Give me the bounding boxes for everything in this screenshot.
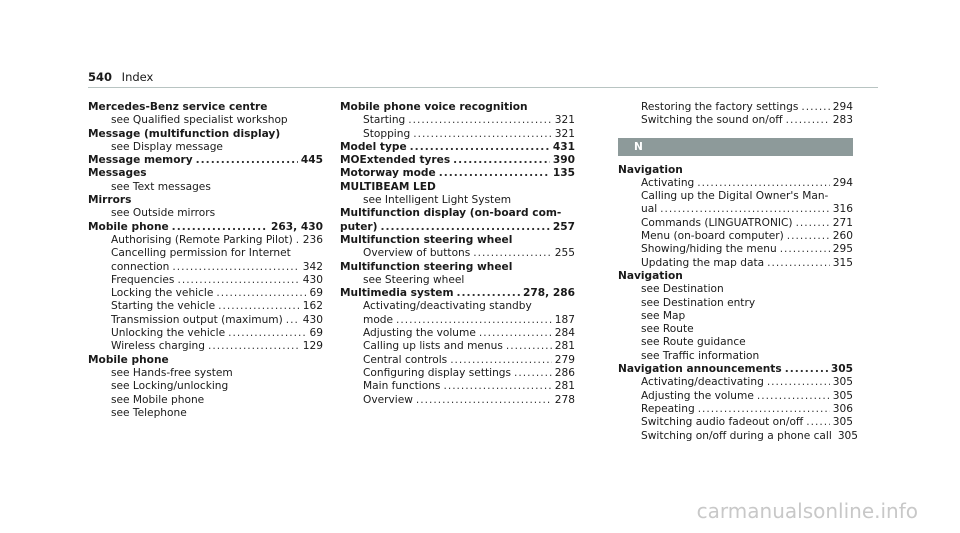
dot-leader (413, 128, 552, 141)
page-reference[interactable]: 187 (554, 313, 575, 326)
dot-leader (757, 390, 830, 403)
page-reference[interactable]: 315 (832, 256, 853, 269)
index-heading: Mirrors (88, 194, 132, 207)
page-reference[interactable]: 281 (554, 380, 575, 393)
page-reference[interactable]: 162 (302, 300, 323, 313)
page-reference[interactable]: 255 (554, 247, 575, 260)
index-subentry (340, 327, 575, 340)
entry-text: Main functions (363, 380, 441, 393)
index-subentry: see Route (641, 323, 694, 336)
index-subentry (618, 416, 853, 429)
dot-leader (416, 394, 552, 407)
entry-text: Mobile phone (88, 220, 169, 233)
index-subentry: Activating/deactivating standby (363, 300, 532, 313)
entry-text: Authorising (Remote Parking Pilot) (111, 233, 293, 246)
entry-text: MOExtended tyres (340, 154, 451, 167)
entry-text: Activating (641, 176, 695, 189)
index-subentry: see Telephone (111, 406, 187, 419)
index-subentry (88, 261, 323, 274)
dot-leader (785, 363, 828, 376)
entry-text: puter) (340, 220, 378, 233)
index-heading: Navigation (618, 269, 683, 282)
page-reference[interactable]: 129 (302, 340, 323, 353)
dot-leader (177, 274, 299, 287)
index-subentry (88, 300, 323, 313)
dot-leader (457, 287, 521, 300)
page-reference[interactable]: 257 (552, 220, 575, 233)
index-heading: Message (multifunction display) (88, 127, 281, 140)
index-subentry (88, 340, 323, 353)
page-reference[interactable]: 278 (554, 393, 575, 406)
entry-text: Stopping (363, 127, 411, 140)
page-reference[interactable]: 295 (832, 243, 853, 256)
entry-text: connection (111, 260, 170, 273)
page-reference[interactable]: 321 (554, 114, 575, 127)
page-header (88, 70, 153, 84)
entry-text: Configuring display settings (363, 366, 512, 379)
dot-leader (697, 177, 829, 190)
page-reference[interactable]: 271 (832, 216, 853, 229)
index-heading (340, 141, 575, 154)
index-subentry (340, 340, 575, 353)
index-subentry (618, 390, 853, 403)
page-reference[interactable]: 445 (300, 154, 323, 167)
index-heading (340, 221, 575, 234)
dot-leader (196, 154, 298, 167)
index-subentry: see Traffic information (641, 349, 760, 362)
page-reference[interactable]: 279 (554, 353, 575, 366)
index-heading: MULTIBEAM LED (340, 180, 436, 193)
index-subentry: see Hands-free system (111, 366, 233, 379)
entry-text: mode (363, 313, 394, 326)
page-reference[interactable]: 305 (837, 429, 859, 442)
index-heading (88, 221, 323, 234)
dot-leader (380, 221, 549, 234)
dot-leader (767, 376, 830, 389)
index-subentry: see Outside mirrors (111, 207, 216, 220)
section-letter: N (618, 138, 853, 156)
entry-text: Model type (340, 140, 407, 153)
dot-leader (767, 257, 830, 270)
index-subentry: Cancelling permission for Internet (111, 247, 291, 260)
dot-leader (786, 114, 830, 127)
index-subentry (618, 243, 853, 256)
dot-leader (218, 300, 300, 313)
index-heading: Multifunction steering wheel (340, 233, 513, 246)
index-column-2 (340, 101, 575, 407)
index-subentry (618, 429, 859, 443)
index-subentry (618, 403, 853, 416)
dot-leader (410, 141, 550, 154)
page-reference[interactable]: 263, 430 (271, 220, 323, 233)
entry-text: Activating/deactivating (641, 376, 764, 389)
page-reference[interactable]: 305 (830, 363, 853, 376)
entry-text: Menu (on-board computer) (641, 230, 784, 243)
index-subentry: see Intelligent Light System (363, 194, 512, 207)
index-subentry: see Steering wheel (363, 273, 465, 286)
dot-leader (172, 221, 268, 234)
entry-text: Transmission output (maximum) (111, 313, 283, 326)
entry-text: Updating the map data (641, 256, 765, 269)
index-subentry: see Text messages (111, 180, 211, 193)
entry-text: Overview (363, 393, 413, 406)
entry-text: Adjusting the volume (363, 327, 476, 340)
dot-leader (172, 261, 299, 274)
entry-text: Wireless charging (111, 340, 205, 353)
page-reference[interactable]: 284 (554, 327, 575, 340)
index-subentry (618, 217, 853, 230)
page-reference[interactable]: 281 (554, 340, 575, 353)
dot-leader (450, 354, 552, 367)
dot-leader (443, 380, 551, 393)
entry-text: Navigation announcements (618, 363, 782, 376)
index-subentry (340, 247, 575, 260)
page-reference[interactable]: 69 (309, 327, 323, 340)
entry-text: Message memory (88, 154, 193, 167)
entry-text: Central controls (363, 353, 448, 366)
entry-text: Adjusting the volume (641, 389, 754, 402)
index-subentry (618, 230, 853, 243)
entry-text: Restoring the factory settings (641, 101, 799, 113)
dot-leader (439, 167, 550, 180)
dot-leader (780, 243, 830, 256)
index-heading: Mercedes-Benz service centre (88, 101, 268, 113)
entry-text: Multimedia system (340, 287, 454, 300)
page-reference[interactable]: 390 (552, 154, 575, 167)
index-subentry (340, 114, 575, 127)
page-reference[interactable]: 430 (302, 273, 323, 286)
entry-text: Frequencies (111, 273, 175, 286)
entry-text: Overview of buttons (363, 247, 471, 260)
dot-leader (796, 217, 830, 230)
dot-leader (408, 114, 552, 127)
index-subentry: see Route guidance (641, 336, 746, 349)
page-reference[interactable]: 321 (554, 127, 575, 140)
index-subentry: see Display message (111, 140, 223, 153)
page-reference[interactable]: 431 (552, 140, 575, 153)
index-subentry (340, 354, 575, 367)
dot-leader (801, 101, 829, 114)
index-heading: Navigation (618, 163, 683, 176)
dot-leader (286, 314, 300, 327)
entry-text: Switching on/off during a phone call (641, 429, 832, 442)
index-heading (340, 167, 575, 180)
entry-text: Starting the vehicle (111, 300, 216, 313)
entry-text: Calling up lists and menus (363, 340, 503, 353)
dot-leader (479, 327, 552, 340)
page-reference[interactable]: 286 (554, 366, 575, 379)
index-subentry (618, 376, 853, 389)
index-subentry (88, 234, 323, 247)
page-reference[interactable]: 305 (832, 416, 853, 429)
entry-text: Switching the sound on/off (641, 114, 783, 127)
index-heading: Mobile phone (88, 353, 169, 366)
dot-leader (787, 230, 830, 243)
index-subentry (618, 101, 853, 114)
page-number: 540 (88, 70, 113, 84)
index-heading (618, 363, 853, 376)
index-subentry (618, 257, 853, 270)
dot-leader (806, 416, 830, 429)
index-subentry: see Destination (641, 283, 724, 296)
dot-leader (296, 234, 300, 247)
entry-text: Showing/hiding the menu (641, 243, 777, 256)
entry-text: ual (641, 203, 658, 216)
entry-text: Starting (363, 114, 406, 127)
dot-leader (453, 154, 550, 167)
index-subentry: Calling up the Digital Owner's Man- (641, 190, 829, 203)
page-reference[interactable]: 342 (302, 260, 323, 273)
page-reference[interactable]: 305 (832, 376, 853, 389)
page-reference[interactable]: 278, 286 (523, 287, 575, 300)
index-heading: Mobile phone voice recognition (340, 101, 528, 113)
entry-text: Unlocking the vehicle (111, 327, 226, 340)
entry-text: Switching audio fadeout on/off (641, 416, 804, 429)
page-reference[interactable]: 305 (832, 389, 853, 402)
dot-leader (208, 340, 300, 353)
entry-text: Repeating (641, 402, 695, 415)
index-subentry (618, 177, 853, 190)
index-subentry (88, 287, 323, 300)
index-subentry (88, 314, 323, 327)
page-reference[interactable]: 283 (832, 114, 853, 127)
header-rule (88, 87, 878, 88)
index-subentry (88, 327, 323, 340)
page-reference[interactable]: 69 (309, 287, 323, 300)
index-heading: Multifunction steering wheel (340, 260, 513, 273)
entry-text: Commands (LINGUATRONIC) (641, 216, 793, 229)
dot-leader (396, 314, 552, 327)
page-reference[interactable]: 294 (832, 176, 853, 189)
page-reference[interactable]: 316 (832, 203, 853, 216)
index-column-3 (618, 101, 859, 443)
index-subentry: see Map (641, 309, 686, 322)
index-column-1 (88, 101, 323, 420)
dot-leader (660, 203, 830, 216)
index-subentry (340, 128, 575, 141)
index-subentry (340, 314, 575, 327)
index-subentry (88, 274, 323, 287)
index-heading (88, 154, 323, 167)
dot-leader (228, 327, 306, 340)
index-subentry (618, 114, 853, 127)
dot-leader (514, 367, 552, 380)
page-reference[interactable]: 236 (302, 233, 323, 246)
entry-text: Motorway mode (340, 167, 436, 180)
page-reference[interactable]: 294 (832, 101, 853, 113)
index-heading: Messages (88, 167, 147, 180)
index-subentry (618, 203, 853, 216)
index-heading (340, 287, 575, 300)
index-subentry: see Destination entry (641, 296, 756, 309)
dot-leader (216, 287, 306, 300)
index-subentry: see Locking/unlocking (111, 380, 229, 393)
dot-leader (506, 340, 552, 353)
index-subentry (340, 367, 575, 380)
index-heading: Multifunction display (on-board com- (340, 207, 562, 220)
index-subentry (340, 380, 575, 393)
section-title: Index (121, 70, 154, 84)
index-subentry (340, 394, 575, 407)
index-subentry: see Mobile phone (111, 393, 205, 406)
dot-leader (698, 403, 830, 416)
index-heading (340, 154, 575, 167)
watermark: carmanualsonline.info (696, 499, 918, 523)
page-reference[interactable]: 135 (552, 167, 575, 180)
entry-text: Locking the vehicle (111, 287, 214, 300)
dot-leader (473, 247, 551, 260)
page-reference[interactable]: 430 (302, 313, 323, 326)
page-reference[interactable]: 306 (832, 402, 853, 415)
index-subentry: see Qualified specialist workshop (111, 114, 288, 127)
page-reference[interactable]: 260 (832, 230, 853, 243)
